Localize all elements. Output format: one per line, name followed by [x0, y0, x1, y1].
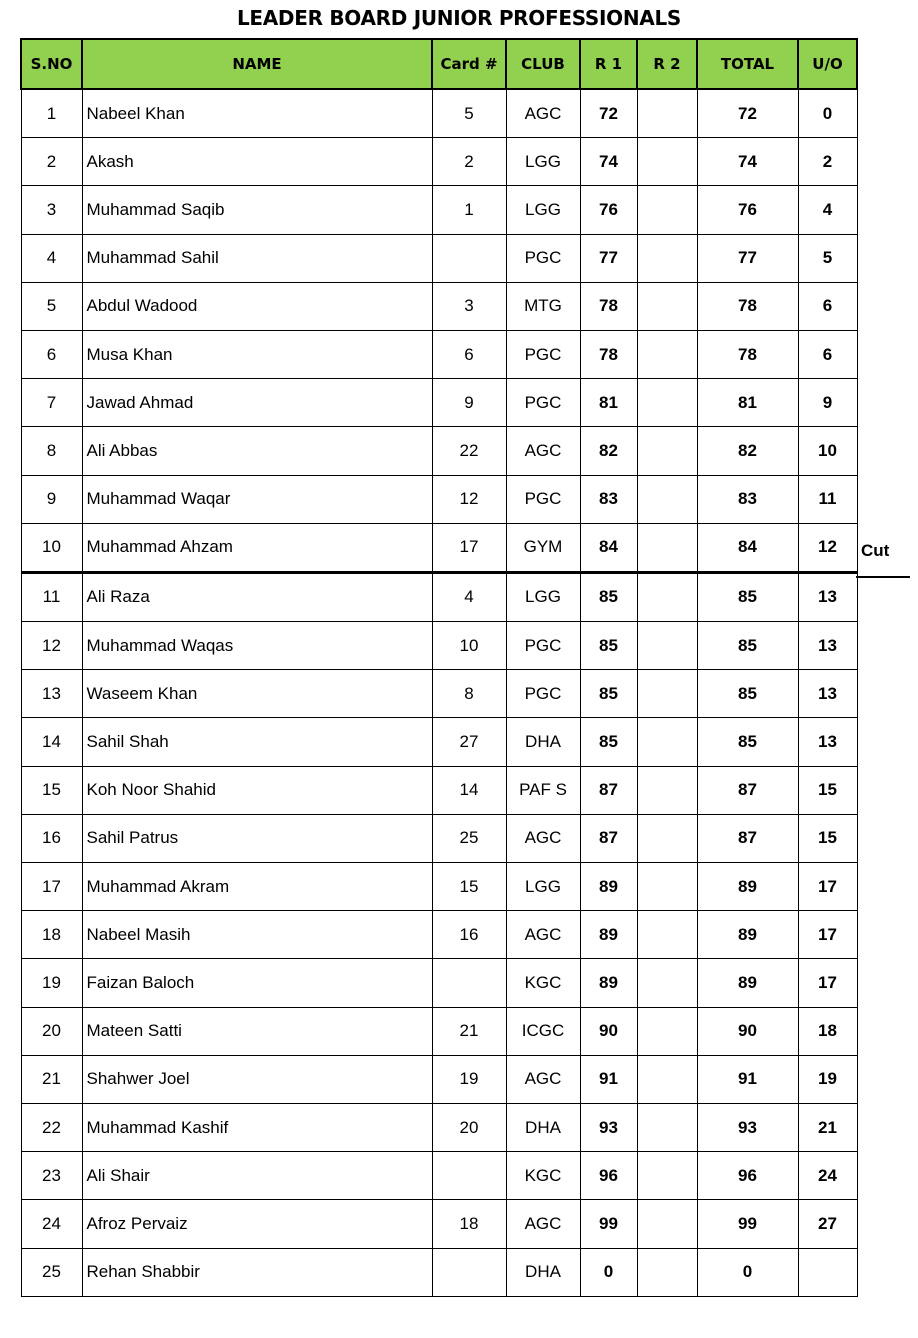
cell-card: 17: [432, 523, 506, 572]
cell-r2: [637, 234, 697, 282]
table-row: [21, 234, 857, 282]
cell-club: PGC: [506, 379, 580, 427]
cell-name: Ali Shair: [82, 1152, 432, 1200]
cell-sno: 8: [21, 427, 82, 475]
cell-name: Mateen Satti: [82, 1007, 432, 1055]
cell-card: 1: [432, 186, 506, 234]
cell-sno: 18: [21, 911, 82, 959]
cell-total: 81: [697, 379, 798, 427]
table-row: [21, 330, 857, 378]
column-header-total: TOTAL: [697, 39, 798, 89]
cell-r2: [637, 1152, 697, 1200]
cell-r1: 78: [580, 282, 637, 330]
cell-total: 82: [697, 427, 798, 475]
cell-card: 9: [432, 379, 506, 427]
cell-name: Shahwer Joel: [82, 1055, 432, 1103]
cell-r1: 90: [580, 1007, 637, 1055]
table-row: [21, 1055, 857, 1103]
cell-uo: 24: [798, 1152, 857, 1200]
cell-sno: 24: [21, 1200, 82, 1248]
cell-club: MTG: [506, 282, 580, 330]
cell-name: Muhammad Waqar: [82, 475, 432, 523]
cell-name: Muhammad Ahzam: [82, 523, 432, 572]
cell-r2: [637, 475, 697, 523]
column-header-r1: R 1: [580, 39, 637, 89]
cell-r1: 99: [580, 1200, 637, 1248]
column-header-r2: R 2: [637, 39, 697, 89]
cut-label: Cut: [861, 541, 890, 560]
cell-r2: [637, 1200, 697, 1248]
cell-sno: 22: [21, 1103, 82, 1151]
cell-r2: [637, 1103, 697, 1151]
cell-card: 16: [432, 911, 506, 959]
cell-name: Muhammad Akram: [82, 863, 432, 911]
cell-uo: 15: [798, 814, 857, 862]
table-row: [21, 1103, 857, 1151]
cell-card: 20: [432, 1103, 506, 1151]
cell-r1: 85: [580, 622, 637, 670]
cell-uo: 6: [798, 282, 857, 330]
cell-name: Sahil Shah: [82, 718, 432, 766]
cell-uo: 13: [798, 718, 857, 766]
cell-uo: 19: [798, 1055, 857, 1103]
table-row: [21, 379, 857, 427]
table-row: [21, 1200, 857, 1248]
cell-sno: 9: [21, 475, 82, 523]
cell-total: 85: [697, 622, 798, 670]
cell-name: Ali Abbas: [82, 427, 432, 475]
cell-name: Muhammad Sahil: [82, 234, 432, 282]
cell-total: 89: [697, 959, 798, 1007]
cell-total: 89: [697, 863, 798, 911]
cell-r2: [637, 379, 697, 427]
cell-total: 78: [697, 330, 798, 378]
cell-club: GYM: [506, 523, 580, 572]
cell-r2: [637, 911, 697, 959]
table-row: [21, 959, 857, 1007]
cell-card: 12: [432, 475, 506, 523]
cell-card: 5: [432, 89, 506, 138]
cell-club: AGC: [506, 911, 580, 959]
cell-club: AGC: [506, 814, 580, 862]
cell-club: AGC: [506, 427, 580, 475]
cell-name: Muhammad Kashif: [82, 1103, 432, 1151]
cell-uo: 15: [798, 766, 857, 814]
table-row: [21, 718, 857, 766]
cell-r1: 85: [580, 572, 637, 621]
cell-uo: 13: [798, 572, 857, 621]
cell-name: Ali Raza: [82, 572, 432, 621]
column-header-sno: S.NO: [21, 39, 82, 89]
column-header-club: CLUB: [506, 39, 580, 89]
cell-r2: [637, 959, 697, 1007]
cell-uo: 13: [798, 670, 857, 718]
cell-r2: [637, 1248, 697, 1296]
cell-card: 10: [432, 622, 506, 670]
cell-sno: 15: [21, 766, 82, 814]
table-row: [21, 1007, 857, 1055]
cell-sno: 1: [21, 89, 82, 138]
cell-uo: 5: [798, 234, 857, 282]
cell-total: 93: [697, 1103, 798, 1151]
cell-total: 87: [697, 766, 798, 814]
cell-club: PGC: [506, 475, 580, 523]
cell-r2: [637, 766, 697, 814]
cell-r1: 0: [580, 1248, 637, 1296]
cell-r1: 93: [580, 1103, 637, 1151]
cell-r2: [637, 670, 697, 718]
cell-r2: [637, 863, 697, 911]
cell-r1: 74: [580, 138, 637, 186]
table-row: [21, 572, 857, 621]
table-row: [21, 282, 857, 330]
cell-club: DHA: [506, 718, 580, 766]
cell-r1: 87: [580, 766, 637, 814]
cell-r2: [637, 282, 697, 330]
column-header-card: Card #: [432, 39, 506, 89]
page-title: LEADER BOARD JUNIOR PROFESSIONALS: [236, 6, 682, 30]
cell-uo: 4: [798, 186, 857, 234]
cell-club: KGC: [506, 959, 580, 1007]
cell-card: [432, 1248, 506, 1296]
cell-sno: 20: [21, 1007, 82, 1055]
cell-r1: 91: [580, 1055, 637, 1103]
cell-uo: 9: [798, 379, 857, 427]
cell-card: 14: [432, 766, 506, 814]
cell-card: 21: [432, 1007, 506, 1055]
cell-card: 22: [432, 427, 506, 475]
cell-r2: [637, 523, 697, 572]
cell-name: Nabeel Masih: [82, 911, 432, 959]
cell-sno: 6: [21, 330, 82, 378]
cell-card: [432, 234, 506, 282]
cell-card: 15: [432, 863, 506, 911]
cell-sno: 14: [21, 718, 82, 766]
cell-total: 78: [697, 282, 798, 330]
cell-name: Afroz Pervaiz: [82, 1200, 432, 1248]
cell-total: 87: [697, 814, 798, 862]
cell-total: 89: [697, 911, 798, 959]
cell-sno: 17: [21, 863, 82, 911]
cell-r1: 89: [580, 911, 637, 959]
cell-name: Rehan Shabbir: [82, 1248, 432, 1296]
table-row: [21, 670, 857, 718]
cell-club: AGC: [506, 89, 580, 138]
cell-club: AGC: [506, 1055, 580, 1103]
cell-uo: 10: [798, 427, 857, 475]
cell-sno: 10: [21, 523, 82, 572]
table-row: [21, 138, 857, 186]
cell-sno: 3: [21, 186, 82, 234]
cell-r2: [637, 814, 697, 862]
cell-r2: [637, 718, 697, 766]
cell-sno: 13: [21, 670, 82, 718]
cell-uo: 27: [798, 1200, 857, 1248]
table-row: [21, 863, 857, 911]
table-row: [21, 1248, 857, 1296]
cell-r1: 81: [580, 379, 637, 427]
cell-sno: 2: [21, 138, 82, 186]
cell-r1: 96: [580, 1152, 637, 1200]
cell-club: LGG: [506, 186, 580, 234]
table-row: [21, 523, 857, 572]
leaderboard-table: [20, 38, 858, 1297]
cell-r2: [637, 427, 697, 475]
cell-sno: 23: [21, 1152, 82, 1200]
cell-uo: [798, 1248, 857, 1296]
cell-name: Koh Noor Shahid: [82, 766, 432, 814]
cell-club: PGC: [506, 670, 580, 718]
table-row: [21, 427, 857, 475]
cell-uo: 12: [798, 523, 857, 572]
cell-uo: 17: [798, 911, 857, 959]
cell-club: ICGC: [506, 1007, 580, 1055]
cell-r1: 89: [580, 959, 637, 1007]
cell-name: Musa Khan: [82, 330, 432, 378]
table-row: [21, 475, 857, 523]
cell-uo: 2: [798, 138, 857, 186]
cell-sno: 19: [21, 959, 82, 1007]
cell-r1: 78: [580, 330, 637, 378]
cell-name: Nabeel Khan: [82, 89, 432, 138]
cell-name: Jawad Ahmad: [82, 379, 432, 427]
cell-card: 2: [432, 138, 506, 186]
cell-r2: [637, 186, 697, 234]
column-header-uo: U/O: [798, 39, 857, 89]
cell-card: 19: [432, 1055, 506, 1103]
cell-total: 85: [697, 718, 798, 766]
cut-line: [856, 576, 910, 578]
cell-club: KGC: [506, 1152, 580, 1200]
cell-total: 0: [697, 1248, 798, 1296]
cell-club: LGG: [506, 572, 580, 621]
cell-r1: 85: [580, 718, 637, 766]
cell-uo: 21: [798, 1103, 857, 1151]
column-header-name: NAME: [82, 39, 432, 89]
cell-sno: 4: [21, 234, 82, 282]
table-row: [21, 766, 857, 814]
cell-uo: 0: [798, 89, 857, 138]
cell-name: Muhammad Waqas: [82, 622, 432, 670]
cell-sno: 7: [21, 379, 82, 427]
cell-total: 83: [697, 475, 798, 523]
cell-r2: [637, 1007, 697, 1055]
cell-r2: [637, 330, 697, 378]
cell-name: Sahil Patrus: [82, 814, 432, 862]
cell-club: DHA: [506, 1248, 580, 1296]
cell-card: [432, 959, 506, 1007]
cell-uo: 11: [798, 475, 857, 523]
table-row: [21, 1152, 857, 1200]
cell-total: 85: [697, 670, 798, 718]
cell-uo: 18: [798, 1007, 857, 1055]
cell-r2: [637, 138, 697, 186]
cell-sno: 21: [21, 1055, 82, 1103]
cell-uo: 17: [798, 863, 857, 911]
cell-name: Waseem Khan: [82, 670, 432, 718]
cell-card: [432, 1152, 506, 1200]
cell-sno: 5: [21, 282, 82, 330]
cell-r1: 87: [580, 814, 637, 862]
table-row: [21, 89, 857, 138]
cell-sno: 25: [21, 1248, 82, 1296]
cell-r1: 72: [580, 89, 637, 138]
table-row: [21, 622, 857, 670]
cell-r1: 84: [580, 523, 637, 572]
cell-uo: 17: [798, 959, 857, 1007]
cell-club: LGG: [506, 863, 580, 911]
cell-total: 90: [697, 1007, 798, 1055]
cell-total: 99: [697, 1200, 798, 1248]
cell-sno: 16: [21, 814, 82, 862]
cell-r1: 76: [580, 186, 637, 234]
cell-r2: [637, 622, 697, 670]
cell-total: 76: [697, 186, 798, 234]
cell-total: 84: [697, 523, 798, 572]
cell-r1: 77: [580, 234, 637, 282]
cell-r1: 85: [580, 670, 637, 718]
cell-uo: 13: [798, 622, 857, 670]
cell-club: AGC: [506, 1200, 580, 1248]
cell-card: 6: [432, 330, 506, 378]
cell-card: 27: [432, 718, 506, 766]
cell-uo: 6: [798, 330, 857, 378]
cell-card: 8: [432, 670, 506, 718]
cell-r1: 83: [580, 475, 637, 523]
table-row: [21, 814, 857, 862]
cell-card: 18: [432, 1200, 506, 1248]
cell-total: 77: [697, 234, 798, 282]
cell-r2: [637, 89, 697, 138]
table-row: [21, 186, 857, 234]
cell-total: 72: [697, 89, 798, 138]
cell-sno: 12: [21, 622, 82, 670]
cell-sno: 11: [21, 572, 82, 621]
cell-name: Akash: [82, 138, 432, 186]
cell-name: Abdul Wadood: [82, 282, 432, 330]
cell-r2: [637, 572, 697, 621]
cell-club: DHA: [506, 1103, 580, 1151]
cell-card: 4: [432, 572, 506, 621]
cell-name: Muhammad Saqib: [82, 186, 432, 234]
table-header-row: [21, 39, 857, 89]
cell-club: PGC: [506, 622, 580, 670]
cell-total: 85: [697, 572, 798, 621]
cell-name: Faizan Baloch: [82, 959, 432, 1007]
cell-total: 74: [697, 138, 798, 186]
cell-total: 91: [697, 1055, 798, 1103]
cell-club: LGG: [506, 138, 580, 186]
cell-club: PGC: [506, 234, 580, 282]
cell-r1: 82: [580, 427, 637, 475]
cell-card: 3: [432, 282, 506, 330]
cell-card: 25: [432, 814, 506, 862]
table-row: [21, 911, 857, 959]
cell-club: PAF S: [506, 766, 580, 814]
cell-club: PGC: [506, 330, 580, 378]
cell-r1: 89: [580, 863, 637, 911]
cell-total: 96: [697, 1152, 798, 1200]
cell-r2: [637, 1055, 697, 1103]
